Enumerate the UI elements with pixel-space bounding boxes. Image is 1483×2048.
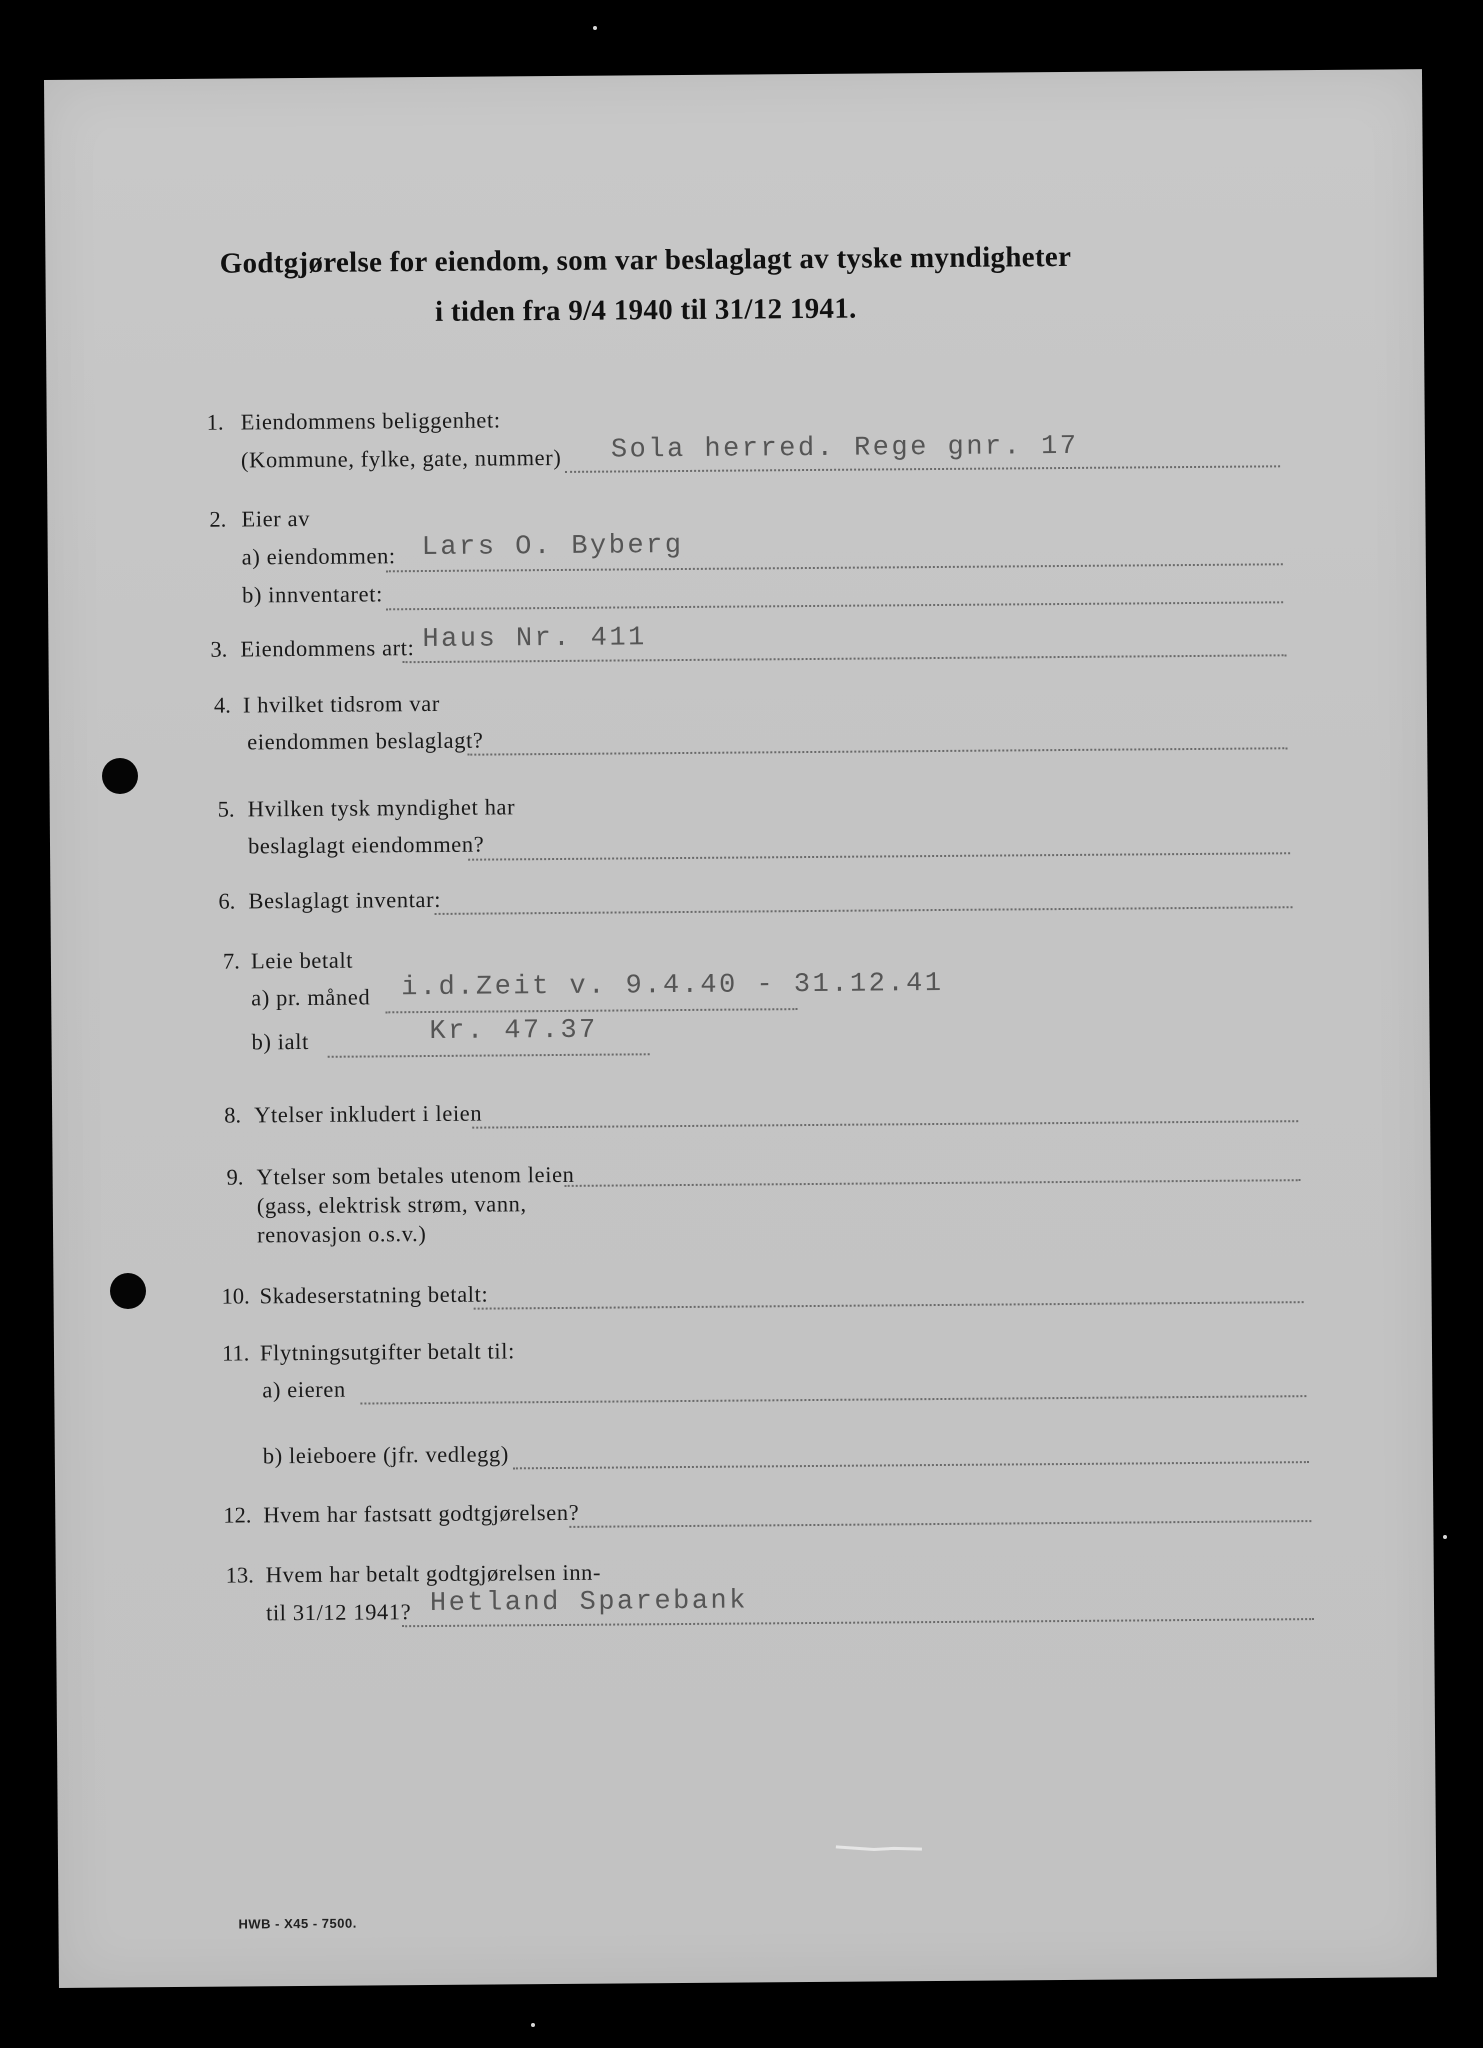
q1-sublabel: (Kommune, fylke, gate, nummer) bbox=[240, 444, 562, 473]
q4-label: I hvilket tidsrom var bbox=[242, 690, 440, 718]
answer-line bbox=[328, 1053, 650, 1058]
punch-hole bbox=[102, 758, 138, 794]
item-number: 2. bbox=[209, 506, 227, 532]
answer-line bbox=[403, 654, 1287, 663]
answer-line bbox=[474, 1301, 1304, 1310]
answer-line bbox=[386, 563, 1283, 572]
answer-line bbox=[386, 601, 1283, 610]
answer-line bbox=[385, 1008, 797, 1013]
answer-line bbox=[468, 852, 1290, 860]
answer-line bbox=[360, 1395, 1306, 1404]
pencil-mark bbox=[834, 1843, 924, 1852]
item-number: 13. bbox=[225, 1562, 254, 1588]
item-number: 1. bbox=[206, 409, 224, 435]
item-number: 4. bbox=[213, 692, 231, 718]
item-number: 7. bbox=[222, 948, 240, 974]
q11-label: Flytningsutgifter betalt til: bbox=[259, 1338, 515, 1366]
dust-speck bbox=[531, 2023, 535, 2027]
item-number: 8. bbox=[224, 1102, 242, 1128]
item-number: 3. bbox=[210, 636, 228, 662]
answer-line bbox=[569, 1520, 1311, 1528]
q2-b-label: b) innventaret: bbox=[241, 581, 383, 608]
answer-line bbox=[435, 906, 1293, 915]
q11-a-label: a) eieren bbox=[262, 1376, 346, 1403]
q9-sublabel-2: renovasjon o.s.v.) bbox=[256, 1221, 427, 1248]
q6-label: Beslaglagt inventar: bbox=[248, 886, 442, 914]
item-number: 5. bbox=[217, 796, 235, 822]
q2-a-answer: Lars O. Byberg bbox=[421, 530, 684, 564]
q9-sublabel-1: (gass, elektrisk strøm, vann, bbox=[256, 1191, 527, 1219]
answer-line bbox=[472, 1120, 1298, 1128]
q12-label: Hvem har fastsatt godtgjørelsen? bbox=[263, 1499, 580, 1528]
q3-answer: Haus Nr. 411 bbox=[422, 623, 647, 656]
item-number: 12. bbox=[223, 1502, 252, 1528]
q9-label: Ytelser som betales utenom leien bbox=[256, 1161, 575, 1190]
q13-answer: Hetland Sparebank bbox=[429, 1586, 749, 1620]
q7-a-answer: i.d.Zeit v. 9.4.40 - 31.12.41 bbox=[401, 968, 944, 1004]
q3-label: Eiendommens art: bbox=[240, 635, 415, 662]
q7-b-label: b) ialt bbox=[251, 1028, 309, 1055]
q13-label: Hvem har betalt godtgjørelsen inn- bbox=[265, 1559, 602, 1588]
item-number: 6. bbox=[218, 888, 236, 914]
form-code: HWB - X45 - 7500. bbox=[238, 1915, 357, 1932]
answer-line bbox=[402, 1618, 1314, 1627]
q13-sublabel: til 31/12 1941? bbox=[265, 1599, 412, 1626]
q7-a-label: a) pr. måned bbox=[251, 984, 371, 1011]
answer-line bbox=[565, 1179, 1301, 1187]
punch-hole bbox=[110, 1273, 146, 1309]
q5-label: Hvilken tysk myndighet har bbox=[247, 794, 516, 822]
q2-label: Eier av bbox=[241, 505, 311, 532]
q1-label: Eiendommens beliggenhet: bbox=[240, 407, 501, 435]
q7-b-answer: Kr. 47.37 bbox=[429, 1015, 598, 1048]
q7-label: Leie betalt bbox=[250, 947, 354, 974]
answer-line bbox=[467, 747, 1287, 755]
title-line-1: Godtgjørelse for eiendom, som var beslaglagt av tyske myndigheter bbox=[219, 240, 1072, 280]
item-number: 10. bbox=[221, 1283, 250, 1309]
q1-answer: Sola herred. Rege gnr. 17 bbox=[610, 431, 1079, 466]
q11-b-label: b) leieboere (jfr. vedlegg) bbox=[262, 1441, 509, 1469]
dust-speck bbox=[1443, 1535, 1447, 1539]
q2-a-label: a) eiendommen: bbox=[241, 543, 396, 570]
item-number: 9. bbox=[226, 1164, 244, 1190]
q5-sublabel: beslaglagt eiendommen? bbox=[247, 831, 485, 859]
answer-line bbox=[513, 1461, 1309, 1469]
form-page bbox=[44, 69, 1437, 1988]
dust-speck bbox=[593, 26, 597, 30]
title-line-2: i tiden fra 9/4 1940 til 31/12 1941. bbox=[434, 292, 857, 328]
item-number: 11. bbox=[221, 1340, 250, 1366]
q10-label: Skadeserstatning betalt: bbox=[259, 1281, 489, 1309]
q4-sublabel: eiendommen beslaglagt? bbox=[247, 727, 484, 755]
answer-line bbox=[565, 465, 1280, 473]
form-title bbox=[45, 231, 1246, 340]
q8-label: Ytelser inkludert i leien bbox=[254, 1100, 483, 1128]
